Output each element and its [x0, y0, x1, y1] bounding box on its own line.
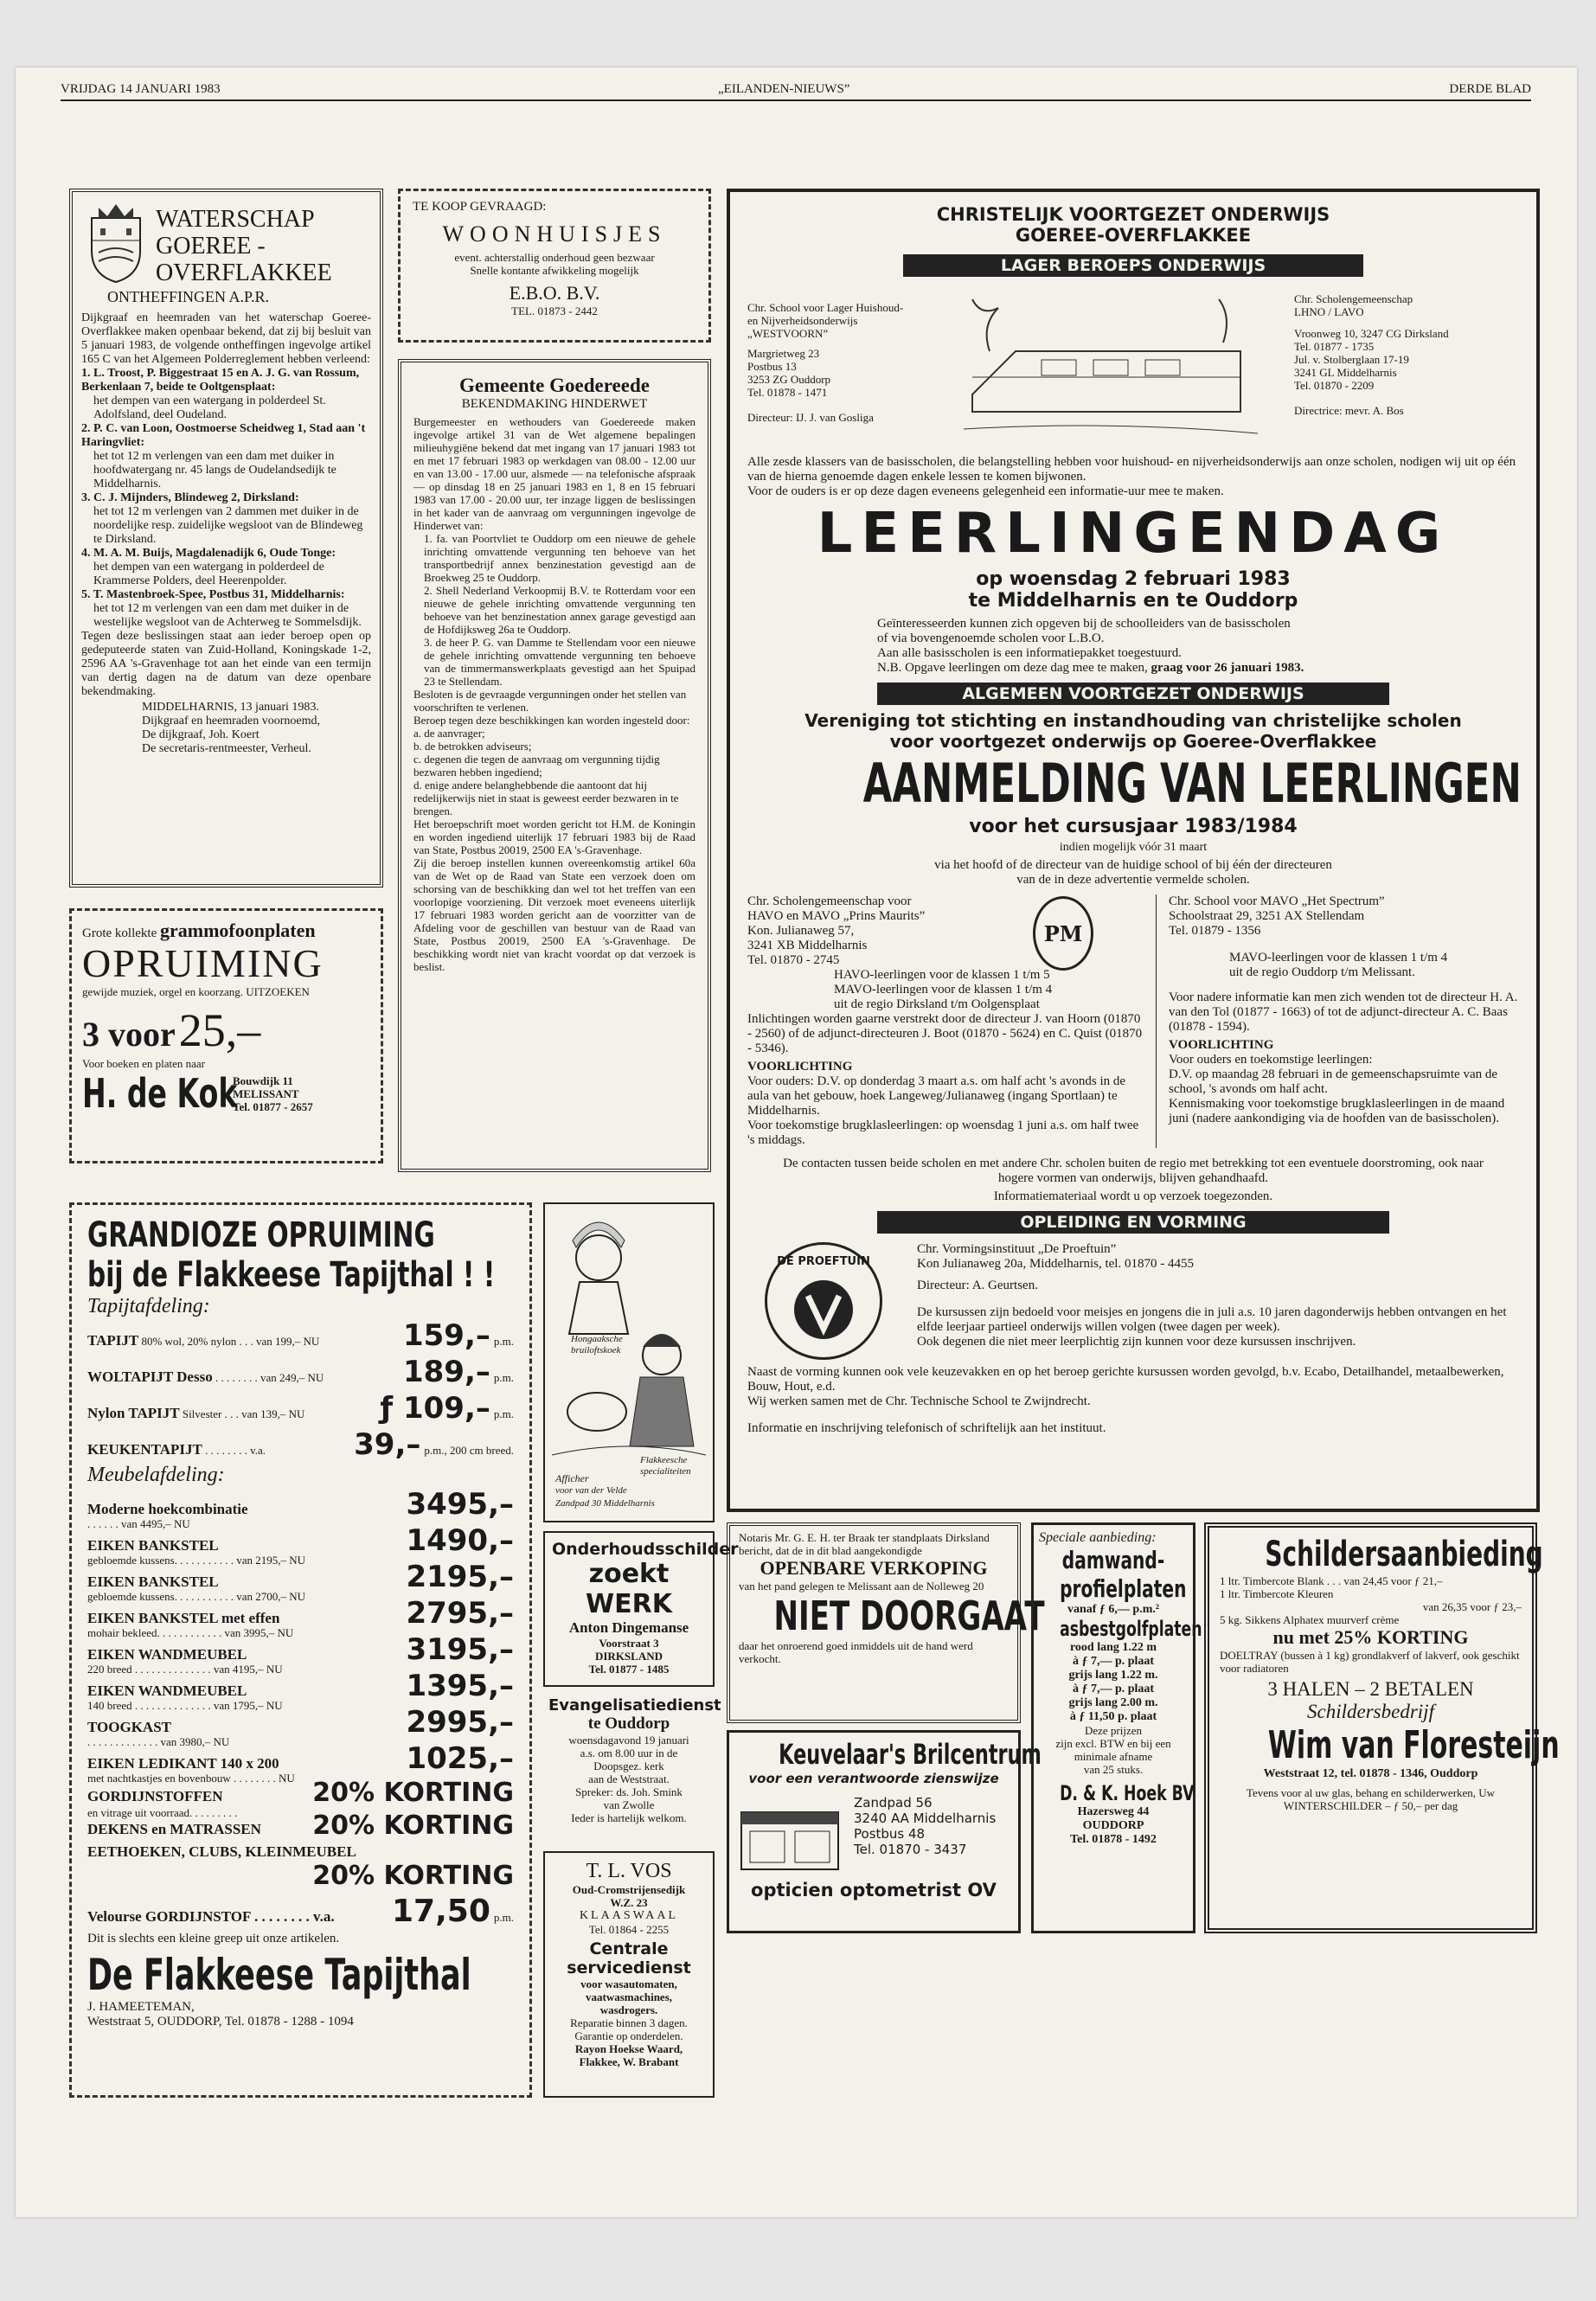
- schilders-l3: 5 kg. Sikkens Alphatex muurverf crème: [1220, 1613, 1400, 1626]
- cvo-p3c: Aan alle basisscholen is een informatiepakket toegestuurd.: [877, 646, 1182, 660]
- cvo-pr2: Kon Julianaweg 20a, Middelharnis, tel. 01870 - 4455: [917, 1257, 1194, 1271]
- tapijt-row-name: Nylon TAPIJT: [87, 1405, 180, 1421]
- tapijt-title1: GRANDIOZE OPRUIMING: [87, 1215, 435, 1255]
- grammo-price-b: 25,–: [178, 1004, 261, 1056]
- meubel-row-desc: mohair bekleed. . . . . . . . . . . . van 3995,– NU: [87, 1626, 294, 1639]
- hoek-r: minimale afname: [1074, 1750, 1153, 1763]
- grammofoon-ad: [69, 908, 383, 1163]
- hoek-t3: vanaf ƒ 6,— p.m.²: [1067, 1603, 1160, 1616]
- vos-s: vaatwasmachines,: [585, 1990, 673, 2003]
- tapijt-row-price: ƒ 109,–: [380, 1391, 490, 1426]
- gemeente-list-item: a. de aanvrager;: [413, 727, 485, 740]
- waterschap-item-text: het dempen van een watergang in polderdeel St. Adolfsland, deel Oudeland.: [93, 394, 326, 421]
- notaris-title: OPENBARE VERKOPING: [760, 1557, 988, 1579]
- vos-s: Garantie op onderdelen.: [574, 2029, 683, 2042]
- drawing-caption: bruiloftskoek: [571, 1345, 621, 1356]
- onderhoud-t1: Onderhoudsschilder: [552, 1540, 739, 1559]
- vos-tel: Tel. 01864 - 2255: [588, 1923, 670, 1936]
- drawing-caption: Afficher: [555, 1472, 589, 1484]
- drawing-caption: Flakkeesche: [640, 1455, 688, 1465]
- drawing-caption: specialiteiten: [640, 1466, 691, 1477]
- tapijt-g4: Velourse GORDIJNSTOF . . . . . . . . v.a.: [87, 1908, 335, 1925]
- schilders-l6: 3 HALEN – 2 BETALEN: [1267, 1678, 1474, 1700]
- schilders-l5: DOELTRAY (bussen à 1 kg) grondlakverf of lakverf, ook geschikt voor radiatoren: [1220, 1649, 1520, 1675]
- meubel-row-desc: 220 breed . . . . . . . . . . . . . . van 4195,– NU: [87, 1663, 283, 1676]
- cvo-when2: te Middelharnis en te Ouddorp: [968, 590, 1298, 612]
- meubel-row-name: Moderne hoekcombinatie: [87, 1501, 248, 1517]
- grammo-addr2: MELISSANT: [233, 1086, 299, 1100]
- vos-a3: KLAASWAAL: [579, 1909, 679, 1922]
- onderhoud-a2: DIRKSLAND: [594, 1650, 663, 1663]
- waterschap-intro: Dijkgraaf en heemraden van het waterschap Goeree-Overflakkee maken openbaar bekend, dat zij bij besluit van 5 januari 1983, de volgende ontheffingen ingevolge artikel 165 C van het Algemeen Polderreglement hebben verleend:: [81, 311, 371, 366]
- evang-line: aan de Weststraat.: [588, 1772, 670, 1785]
- cvo-pr8: Informatie en inschrijving telefonisch of schriftelijk aan het instituut.: [747, 1421, 1106, 1435]
- prins-maurits-logo-icon: PM: [1033, 896, 1093, 971]
- cvo-p2: Voor de ouders is er op deze dagen eveneens gelegenheid een informatie-uur mee te maken.: [747, 484, 1224, 498]
- tapijt-row-price: 39,–: [354, 1427, 421, 1462]
- cvo-pm-line: Tel. 01870 - 2745: [747, 953, 840, 967]
- evang-t2: te Ouddorp: [587, 1715, 670, 1733]
- cvo-sp2: MAVO-leerlingen voor de klassen 1 t/m 4: [1229, 951, 1448, 965]
- keuvelaar-a1: Zandpad 56: [854, 1795, 933, 1811]
- cvo-pr6: Naast de vorming kunnen ook vele keuzevakken en op het beroep gerichte kursussen worden gevolgd, b.v. Ecabo, Detailhandel, metaalbewerken, Bouw, Hout, e.d.: [747, 1365, 1504, 1394]
- tapijt-row-desc: 80% wol, 20% nylon . . . van 199,– NU: [138, 1335, 320, 1348]
- hoek-name: D. & K. Hoek BV: [1060, 1781, 1195, 1805]
- waterschap-item-name: 3. C. J. Mijnders, Blindeweg 2, Dirksland:: [81, 491, 299, 504]
- tapijt-row-desc: Silvester . . . van 139,– NU: [179, 1407, 305, 1420]
- notaris-text: Notaris Mr. G. E. H. ter Braak ter standplaats Dirksland bericht, dat de in dit blad aangekondigde: [739, 1531, 990, 1557]
- cvo-pr5: Ook degenen die niet meer leerplichtig zijn kunnen voor deze kursussen inschrijven.: [917, 1335, 1356, 1349]
- meubel-row-name: EIKEN BANKSTEL met effen: [87, 1610, 280, 1626]
- gemeente-list-item: b. de betrokken adviseurs;: [413, 740, 532, 753]
- drawing-caption: Zandpad 30 Middelharnis: [555, 1498, 655, 1509]
- gemeente-list-item: c. degenen die tegen de aanvraag om vergunning tijdig bezwaren hebben ingediend;: [413, 753, 660, 779]
- cvo-westvoorn-line: 3253 ZG Ouddorp: [747, 373, 831, 386]
- grammo-l3: Voor boeken en platen naar: [82, 1057, 205, 1070]
- tapijt-row-price: 159,–: [402, 1318, 490, 1353]
- keuvelaar-a2: 3240 AA Middelharnis: [854, 1811, 997, 1826]
- evang-line: woensdagavond 19 januari: [568, 1734, 689, 1747]
- hoek-r: grijs lang 2.00 m.: [1068, 1696, 1158, 1709]
- gemeente-subtitle: BEKENDMAKING HINDERWET: [461, 397, 648, 411]
- vos-s: wasdrogers.: [599, 2003, 658, 2016]
- cvo-jaar: voor het cursusjaar 1983/1984: [969, 816, 1298, 837]
- waterschap-date: MIDDELHARNIS, 13 januari 1983.: [142, 701, 319, 714]
- tapijt-row-desc: . . . . . . . . v.a.: [202, 1444, 266, 1457]
- waterschap-closing: Tegen deze beslissingen staat aan ieder beroep open op gedeputeerde staten van Zuid-Holland, Koningskade 1-2, 2596 AA 's-Gravenhage tot aan het einde van een termijn van dertig dagen na de datum van deze openbare bekendmaking.: [81, 630, 371, 698]
- shop-front-icon: [738, 1795, 842, 1873]
- grammo-price-a: 3 voor: [82, 1015, 176, 1054]
- drawing-caption: voor van der Velde: [555, 1485, 627, 1496]
- waterschap-item-text: het tot 12 m verlengen van een dam met duiker in hoofdwatergang nr. 45 langs de Oudelandsedijk te Middelharnis.: [93, 450, 337, 490]
- tapijt-row-name: TAPIJT: [87, 1332, 139, 1349]
- proeftuin-logo-text: DE PROEFTUIN: [777, 1255, 870, 1268]
- meubel-row-price: 3495,–: [406, 1487, 514, 1522]
- vos-s: Flakkee, W. Brabant: [579, 2055, 679, 2068]
- cvo-westvoorn-line: Chr. School voor Lager Huishoud-: [747, 301, 904, 314]
- cvo-voorlichting: VOORLICHTING: [1169, 1038, 1274, 1052]
- tapijt-brand: De Flakkeese Tapijthal: [87, 1950, 471, 2000]
- cvo-title2: GOEREE-OVERFLAKKEE: [1015, 225, 1252, 246]
- meubel-row-name: EIKEN WANDMEUBEL: [87, 1646, 247, 1663]
- cvo-voorlichting: VOORLICHTING: [747, 1060, 853, 1074]
- cvo-pr7: Wij werken samen met de Chr. Technische School te Zwijndrecht.: [747, 1394, 1091, 1408]
- cvo-pm3: Inlichtingen worden gaarne verstrekt door de directeur J. van Hoorn (01870 - 2560) of de adjunct-directeuren J. Boot (01870 - 5624) en C. Quist (01870 - 5346).: [747, 1012, 1143, 1055]
- cvo-p3b: of via bovengenoemde scholen voor L.B.O.: [877, 631, 1105, 645]
- cvo-via2: van de in deze advertentie vermelde scholen.: [1016, 873, 1250, 887]
- waterschap-item-text: het dempen van een watergang in polderdeel de Krammerse Polders, deel Heerenpolder.: [93, 561, 324, 587]
- cvo-bar-avo: ALGEMEEN VOORTGEZET ONDERWIJS: [877, 683, 1389, 705]
- tapijt-row-unit: p.m.: [493, 1335, 514, 1348]
- gemeente-item: 1. fa. van Poortvliet te Ouddorp om een nieuwe de gehele inrichting omvattende vergunning ten behoeve van het transportbedrijf annex benzinestation gevestigd aan de Broekweg 25 te Ouddorp.: [424, 532, 695, 584]
- waterschap-item-name: 5. T. Mastenbroek-Spee, Postbus 31, Middelharnis:: [81, 588, 345, 601]
- koop-tel: TEL. 01873 - 2442: [511, 304, 598, 317]
- cvo-sp6: Kennismaking voor toekomstige brugklasleerlingen in de maand juni (nadere aankondiging via de hoofden van de basisscholen).: [1169, 1097, 1505, 1125]
- meubel-row-desc: 140 breed . . . . . . . . . . . . . . van 1795,– NU: [87, 1699, 283, 1712]
- grammo-title: OPRUIMING: [82, 941, 324, 985]
- schilders-addr: Weststraat 12, tel. 01878 - 1346, Ouddorp: [1263, 1767, 1478, 1780]
- tapijt-row-name: KEUKENTAPIJT: [87, 1441, 202, 1458]
- tapijt-owner: J. HAMEETEMAN,: [87, 2000, 195, 2014]
- vos-s: Rayon Hoekse Waard,: [574, 2042, 683, 2055]
- evang-t1: Evangelisatiedienst: [548, 1696, 721, 1715]
- tapijt-row-desc: . . . . . . . . van 249,– NU: [212, 1371, 324, 1384]
- gemeente-beroep: Beroep tegen deze beschikkingen kan worden ingesteld door:: [413, 714, 690, 727]
- cvo-sp-line: Chr. School voor MAVO „Het Spectrum”: [1169, 894, 1385, 908]
- hoek-r: rood lang 1.22 m: [1069, 1641, 1157, 1654]
- cvo-pm-line: HAVO en MAVO „Prins Maurits”: [747, 909, 926, 923]
- header-paper: „EILANDEN-NIEUWS”: [718, 82, 850, 96]
- tapijt-g1b: en vitrage uit voorraad. . . . . . . . .: [87, 1806, 238, 1819]
- meubel-row: [87, 1487, 514, 1530]
- koop-line2: Snelle kontante afwikkeling mogelijk: [470, 264, 639, 277]
- tapijt-addr: Weststraat 5, OUDDORP, Tel. 01878 - 1288 - 1094: [87, 2015, 354, 2029]
- hoek-r: à ƒ 7,— p. plaat: [1072, 1682, 1155, 1695]
- meubel-row-desc: . . . . . . van 4495,– NU: [87, 1517, 190, 1530]
- hoek-t1: damwand-: [1061, 1546, 1165, 1574]
- gemeente-title: Gemeente Goedereede: [459, 375, 650, 396]
- vos-s: Reparatie binnen 3 dagen.: [570, 2016, 688, 2029]
- onderhoud-name: Anton Dingemanse: [568, 1619, 689, 1636]
- grammo-l1b: grammofoonplaten: [159, 920, 316, 941]
- keuvelaar-sub: voor een verantwoorde zienswijze: [748, 1771, 999, 1786]
- cvo-lhno-line: Tel. 01870 - 2209: [1294, 379, 1375, 392]
- cvo-lhno-line: Vroonweg 10, 3247 CG Dirksland: [1294, 327, 1449, 340]
- hoek-r: zijn excl. BTW en bij een: [1055, 1737, 1171, 1750]
- schilders-title: Schildersaanbieding: [1265, 1535, 1543, 1574]
- school-building-illustration-icon: [964, 291, 1258, 446]
- onderhoudsschilder-ad: [543, 1531, 739, 1687]
- meubel-row-name: EIKEN LEDIKANT 140 x 200: [87, 1755, 279, 1772]
- schilders-l4: nu met 25% KORTING: [1272, 1626, 1469, 1648]
- cvo-via1: via het hoofd of de directeur van de huidige school of bij één der directeuren: [934, 858, 1332, 872]
- cvo-pm-line: 3241 XB Middelharnis: [747, 939, 868, 952]
- meubel-row-name: EIKEN WANDMEUBEL: [87, 1682, 247, 1699]
- waterschap-sign: De secretaris-rentmeester, Verheul.: [142, 742, 311, 755]
- hoek-t4: asbestgolfplaten: [1060, 1617, 1202, 1641]
- hoek-top: Speciale aanbieding:: [1039, 1530, 1157, 1545]
- keuvelaar-title: Keuvelaar's Brilcentrum: [779, 1738, 1042, 1771]
- hoek-r: grijs lang 1.22 m.: [1068, 1669, 1158, 1682]
- cvo-sp3: Voor nadere informatie kan men zich wenden tot de directeur H. A. van den Tol (01877 - 1663) of tot de adjunct-directeur A. C. Baas (01878 - 1594).: [1169, 990, 1518, 1034]
- header-section: DERDE BLAD: [1449, 82, 1531, 96]
- cvo-westvoorn-line: en Nijverheidsonderwijs: [747, 314, 858, 327]
- cvo-kontakt: De contacten tussen beide scholen en met andere Chr. scholen buiten de regio met betrekking tot een eventuele doorstroming, ook naar hogere vormen van onderwijs, blijven gehandhaafd.: [783, 1157, 1484, 1185]
- evang-line: Doopsgez. kerk: [593, 1759, 664, 1772]
- meubel-row-price: 2195,–: [406, 1560, 514, 1594]
- cvo-pm4: Voor ouders: D.V. op donderdag 3 maart a.s. om half acht 's avonds in de aula van het gebouw, hoek Langeweg/Julianaweg (ingang Sportlaan) te Middelharnis.: [747, 1074, 1126, 1118]
- meubel-row-name: EIKEN BANKSTEL: [87, 1537, 219, 1554]
- vos-name: T. L. VOS: [586, 1860, 672, 1882]
- cvo-sp-line: Schoolstraat 29, 3251 AX Stellendam: [1169, 909, 1365, 923]
- hoek-r: van 25 stuks.: [1083, 1763, 1144, 1776]
- notaris-big: NIET DOORGAAT: [773, 1593, 1045, 1639]
- meubel-row-price: 1025,–: [406, 1741, 514, 1776]
- cvo-sp-line: Tel. 01879 - 1356: [1169, 924, 1261, 938]
- vos-servicedienst-ad: [543, 1851, 715, 2098]
- christelijk-onderwijs-ad: [727, 189, 1540, 1512]
- waterschap-crest-icon: [81, 199, 151, 285]
- waterschap-item-text: het tot 12 m verlengen van 2 dammen met duiker in de noordelijke resp. zuidelijke wegsloot van de Blindeweg te Dirksland.: [93, 505, 363, 546]
- tapijt-g4u: p.m.: [493, 1911, 514, 1924]
- hoek-r: à ƒ 11,50 p. plaat: [1069, 1710, 1157, 1723]
- cvo-leerlingendag: LEERLINGENDAG: [817, 502, 1450, 566]
- hoek-tel: Tel. 01878 - 1492: [1070, 1833, 1157, 1846]
- tapijt-sec1: Tapijtafdeling:: [87, 1295, 210, 1317]
- koop-company: E.B.O. B.V.: [509, 282, 600, 304]
- cvo-pm5: Voor toekomstige brugklasleerlingen: op woensdag 1 juni a.s. om half twee 's middags.: [747, 1118, 1139, 1147]
- cvo-lhno-line: Tel. 01877 - 1735: [1294, 340, 1375, 353]
- meubel-row-desc: gebloemde kussens. . . . . . . . . . . van 2700,– NU: [87, 1590, 306, 1603]
- cvo-lhno-line: LHNO / LAVO: [1294, 305, 1364, 318]
- meubel-list: [87, 1487, 514, 1785]
- notaris-l3: daar het onroerend goed inmiddels uit de hand werd verkocht.: [739, 1639, 973, 1665]
- bakery-drawing-ad: [543, 1202, 715, 1522]
- gemeente-p1: Het beroepschrift moet worden gericht tot H.M. de Koningin en worden ingediend uiterlijk 17 februari 1983 bij de Raad van State, Postbus 20019, 2500 EA 's-Gravenhage.: [413, 817, 695, 856]
- schilders-l2b: van 26,35 voor ƒ 23,–: [1422, 1600, 1522, 1613]
- cvo-voor: indien mogelijk vóór 31 maart: [1059, 841, 1208, 854]
- gemeente-item: 2. Shell Nederland Verkoopmij B.V. te Rotterdam voor een nieuwe de gehele inrichting omvattende vergunning ten behoeve van het benzinestation annex garage gevestigd aan de Hofdijksweg 26a te Ouddorp.: [424, 584, 695, 636]
- meubel-row-desc: gebloemde kussens. . . . . . . . . . . van 2195,– NU: [87, 1554, 306, 1567]
- tapijt-row-price: 189,–: [402, 1355, 490, 1389]
- grammo-l2: gewijde muziek, orgel en koorzang. UITZOEKEN: [82, 985, 310, 998]
- cvo-p3: Geïnteresseerden kunnen zich opgeven bij de schoolleiders van de basisscholen: [877, 617, 1291, 631]
- tapijt-g1p: 20% KORTING: [312, 1778, 514, 1808]
- gemeente-intro: Burgemeester en wethouders van Goedereede maken ingevolge artikel 31 van de Wet algemene bepalingen milieuhygiëne bekend dat met ingang van 17 januari 1983 tot en met 17 februari 1983 op werkdagen van 08.00 - 12.00 uur en van 13.00 - 17.00 uur, alsmede — na telefonische afspraak — op dinsdag 18 en 25 januari 1983 en 1, 8 en 15 februari 1983 van 17.00 - 20.00 uur, ter inzage liggen de beslissingen in het kader van de aanvraag om vergunningen ingevolge de Hinderwet van:: [413, 415, 695, 532]
- woonhuisjes-ad: [398, 189, 711, 343]
- evang-line: van Zwolle: [603, 1798, 655, 1811]
- gemeente-list-item: d. enige andere belanghebbende die aantoont dat hij redelijkerwijs niet in staat is geweest eerder bezwaren in te brengen.: [413, 779, 679, 817]
- gemeente-p2: Zij die beroep instellen kunnen overeenkomstig artikel 60a van de Wet op de Raad van State een verzoek doen om schorsing van de beschikking dan wel tot het treffen van een voorlopige voorziening. Dit verzoek moet eveneens uiterlijk 17 februari 1983 worden gericht aan de voorzitter van de Afdeling voor de geschillen van bestuur van de Raad van State, Postbus 20019, 2500 EA 's-Gravenhage. De beschikking wordt niet van kracht voordat op dat verzoek is beslist.: [413, 856, 695, 973]
- cvo-sp5: D.V. op maandag 28 februari in de gemeenschapsruimte van de school, 's avonds om half acht.: [1169, 1067, 1498, 1096]
- meubel-row-price: 2995,–: [406, 1705, 514, 1740]
- waterschap-title-1: WATERSCHAP: [156, 206, 315, 233]
- grammo-addr1: Bouwdijk 11: [233, 1074, 293, 1087]
- waterschap-notice: [69, 189, 383, 888]
- cvo-ver2: voor voortgezet onderwijs op Goeree-Overflakkee: [889, 731, 1377, 752]
- onderhoud-a1: Voorstraat 3: [599, 1637, 659, 1650]
- cvo-aanmelding: AANMELDING VAN LEERLINGEN: [862, 752, 1522, 815]
- waterschap-subtitle: ONTHEFFINGEN A.P.R.: [107, 288, 270, 305]
- schilders-l1: 1 ltr. Timbercote Blank . . . van 24,45 voor ƒ 21,–: [1220, 1574, 1443, 1587]
- evang-line: a.s. om 8.00 uur in de: [580, 1747, 678, 1759]
- evang-line: Ieder is hartelijk welkom.: [571, 1811, 687, 1824]
- cvo-westvoorn-line: Margrietweg 23: [747, 347, 820, 360]
- cvo-pm2: HAVO-leerlingen voor de klassen 1 t/m 5: [834, 968, 1050, 982]
- keuvelaar-foot: opticien optometrist OV: [751, 1880, 997, 1900]
- koop-heading: TE KOOP GEVRAAGD:: [413, 200, 547, 214]
- hoek-r: Deze prijzen: [1084, 1724, 1143, 1737]
- waterschap-item-name: 2. P. C. van Loon, Oostmoerse Scheidweg 1, Stad aan 't Haringvliet:: [81, 422, 366, 449]
- cvo-sp2b: uit de regio Ouddorp t/m Melissant.: [1229, 965, 1415, 979]
- cvo-ver1: Vereniging tot stichting en instandhouding van christelijke scholen: [804, 710, 1462, 731]
- hoek-r: à ƒ 7,— p. plaat: [1072, 1655, 1155, 1668]
- tapijthal-ad: [69, 1202, 532, 2098]
- tapijt-note: Dit is slechts een kleine greep uit onze artikelen.: [87, 1932, 340, 1945]
- meubel-row-price: 2795,–: [406, 1596, 514, 1631]
- cvo-pr4: De kursussen zijn bedoeld voor meisjes en jongens die in juli a.s. 10 jaren dagonderwijs hebben ontvangen en het elfde leerjaar partieel onderwijs willen volgen (twee dagen per week).: [917, 1305, 1507, 1334]
- tapijt-row-unit: p.m.: [493, 1371, 514, 1384]
- de-proeftuin-logo-icon: [765, 1242, 882, 1360]
- vos-a1: Oud-Cromstrijensedijk: [572, 1883, 686, 1896]
- cvo-pr1: Chr. Vormingsinstituut „De Proeftuin”: [917, 1242, 1117, 1256]
- schildersaanbieding-ad: [1204, 1522, 1560, 1933]
- cvo-lhno-line: Jul. v. Stolberglaan 17-19: [1294, 353, 1409, 366]
- tapijt-g3p: 20% KORTING: [312, 1861, 514, 1891]
- cvo-title1: CHRISTELIJK VOORTGEZET ONDERWIJS: [936, 204, 1330, 225]
- grammo-name: H. de Kok: [82, 1070, 238, 1117]
- vos-t2: servicedienst: [567, 1958, 691, 1977]
- meubel-row-desc: . . . . . . . . . . . . . van 3980,– NU: [87, 1735, 230, 1748]
- cvo-pm-line: Kon. Julianaweg 57,: [747, 924, 855, 938]
- hoek-a1: Hazersweg 44: [1077, 1805, 1150, 1818]
- cvo-when1: op woensdag 2 februari 1983: [976, 568, 1291, 590]
- drawing-caption: Hongaaksche: [571, 1334, 623, 1344]
- cvo-pm2: uit de regio Dirksland t/m Oolgensplaat: [834, 997, 1040, 1011]
- hoek-a2: OUDDORP: [1082, 1819, 1144, 1832]
- koop-line1: event. achterstallig onderhoud geen bezwaar: [454, 251, 655, 264]
- waterschap-sign: De dijkgraaf, Joh. Koert: [142, 728, 260, 741]
- cvo-bar-lbo: LAGER BEROEPS ONDERWIJS: [903, 254, 1363, 277]
- gemeente-mid: Besloten is de gevraagde vergunningen onder het stellen van voorschriften te verlenen.: [413, 688, 687, 714]
- keuvelaar-brilcentrum-ad: [727, 1730, 1042, 1933]
- tapijt-row-name: WOLTAPIJT Desso: [87, 1368, 213, 1385]
- vos-a2: W.Z. 23: [610, 1896, 648, 1909]
- gemeente-item: 3. de heer P. G. van Damme te Stellendam voor een nieuwe de gehele inrichting omvattende vergunning ten behoeve van de timmermanswerkplaats gevestigd aan het Spuipad 23 te Stellendam.: [424, 636, 695, 688]
- evangelisatie-ad: [543, 1691, 721, 1843]
- meubel-row-name: EIKEN BANKSTEL: [87, 1574, 219, 1590]
- cvo-lhno-line: 3241 GL Middelharnis: [1294, 366, 1397, 379]
- tapijt-g1: GORDIJNSTOFFEN: [87, 1788, 223, 1804]
- cvo-westvoorn-line: Directeur: IJ. J. van Gosliga: [747, 411, 874, 424]
- waterschap-item-text: het tot 12 m verlengen van een dam met duiker in de westelijke wegsloot van de Achterweg te Sommelsdijk.: [93, 602, 362, 629]
- notaris-ad: [727, 1522, 1045, 1723]
- onderhoud-t2: zoekt WERK: [586, 1559, 672, 1619]
- hoek-bv-ad: [1031, 1522, 1202, 1933]
- schilders-name: Wim van Floresteijn: [1267, 1723, 1560, 1767]
- meubel-row-price: 1490,–: [406, 1523, 514, 1558]
- tapijt-row-unit: p.m., 200 cm breed.: [424, 1444, 514, 1457]
- cvo-westvoorn-line: Postbus 13: [747, 360, 797, 373]
- cvo-sp4: Voor ouders en toekomstige leerlingen:: [1169, 1053, 1373, 1067]
- tapijt-g3: EETHOEKEN, CLUBS, KLEINMEUBEL: [87, 1843, 356, 1860]
- cvo-lhno-line: Directrice: mevr. A. Bos: [1294, 404, 1404, 417]
- schilders-l2: 1 ltr. Timbercote Kleuren: [1220, 1587, 1334, 1600]
- cvo-p3e: graag voor 26 januari 1983.: [1151, 661, 1304, 675]
- cvo-info: Informatiemateriaal wordt u op verzoek toegezonden.: [993, 1189, 1273, 1203]
- tapijt-g4p: 17,50: [392, 1894, 490, 1929]
- tapijt-g2p: 20% KORTING: [312, 1811, 514, 1841]
- meubel-row-price: 3195,–: [406, 1632, 514, 1667]
- cvo-westvoorn-line: „WESTVOORN”: [747, 327, 829, 340]
- cvo-p3d: N.B. Opgave leerlingen om deze dag mee te maken,: [877, 661, 1148, 675]
- meubel-row-desc: met nachtkastjes en bovenbouw . . . . . . . . NU: [87, 1772, 295, 1785]
- vos-t1: Centrale: [589, 1939, 669, 1958]
- header-date: VRIJDAG 14 JANUARI 1983: [61, 82, 221, 96]
- grammo-tel: Tel. 01877 - 2657: [233, 1099, 313, 1113]
- waterschap-item-name: 1. L. Troost, P. Biggestraat 15 en A. J. G. van Rossum, Berkenlaan 7, beide te Ooltgensplaat:: [81, 367, 360, 394]
- cvo-pr3: Directeur: A. Geurtsen.: [917, 1279, 1038, 1292]
- waterschap-title-2: GOEREE -: [156, 233, 266, 260]
- page-header: [61, 82, 1531, 101]
- waterschap-sign: Dijkgraaf en heemraden voornoemd,: [142, 715, 321, 727]
- vos-s: voor wasautomaten,: [580, 1977, 677, 1990]
- keuvelaar-a3: Postbus 48: [854, 1826, 926, 1842]
- waterschap-title-3: OVERFLAKKEE: [156, 260, 332, 286]
- cvo-bar-opleiding: OPLEIDING EN VORMING: [877, 1211, 1389, 1234]
- gemeente-goedereede-notice: [398, 359, 711, 1172]
- meubel-row-name: TOOGKAST: [87, 1719, 171, 1735]
- schilders-l7: Schildersbedrijf: [1307, 1701, 1434, 1722]
- onderhoud-tel: Tel. 01877 - 1485: [588, 1663, 670, 1676]
- cvo-p1: Alle zesde klassers van de basisscholen, die belangstelling hebben voor huishoud- en nijverheidsonderwijs aan onze scholen, nodigen wij uit op één van de hierna genoemde dagen enkele lessen te komen bijwonen.: [747, 455, 1516, 484]
- cvo-westvoorn-line: Tel. 01878 - 1471: [747, 386, 828, 399]
- grammo-l1: Grote kollekte: [82, 926, 157, 940]
- koop-title: WOONHUISJES: [442, 221, 667, 247]
- tapijt-sec2: Meubelafdeling:: [87, 1464, 225, 1486]
- notaris-l2: van het pand gelegen te Melissant aan de Nolleweg 20: [739, 1580, 984, 1593]
- tapijt-title2: bij de Flakkeese Tapijthal ! !: [87, 1255, 496, 1295]
- waterschap-item-name: 4. M. A. M. Buijs, Magdalenadijk 6, Oude Tonge:: [81, 547, 337, 560]
- schilders-foot: Tevens voor al uw glas, behang en schilderwerken, Uw WINTERSCHILDER – ƒ 50,– per dag: [1246, 1786, 1496, 1812]
- hoek-t2: profielplaten: [1060, 1574, 1187, 1603]
- cvo-pm-line: Chr. Scholengemeenschap voor: [747, 894, 912, 908]
- cvo-lhno-line: Chr. Scholengemeenschap: [1294, 292, 1413, 305]
- cvo-pm2: MAVO-leerlingen voor de klassen 1 t/m 4: [834, 983, 1053, 997]
- tapijt-g2: DEKENS en MATRASSEN: [87, 1821, 261, 1837]
- keuvelaar-a4: Tel. 01870 - 3437: [854, 1842, 967, 1857]
- meubel-row-price: 1395,–: [406, 1669, 514, 1703]
- evang-line: Spreker: ds. Joh. Smink: [575, 1785, 683, 1798]
- tapijt-row-unit: p.m.: [493, 1407, 514, 1420]
